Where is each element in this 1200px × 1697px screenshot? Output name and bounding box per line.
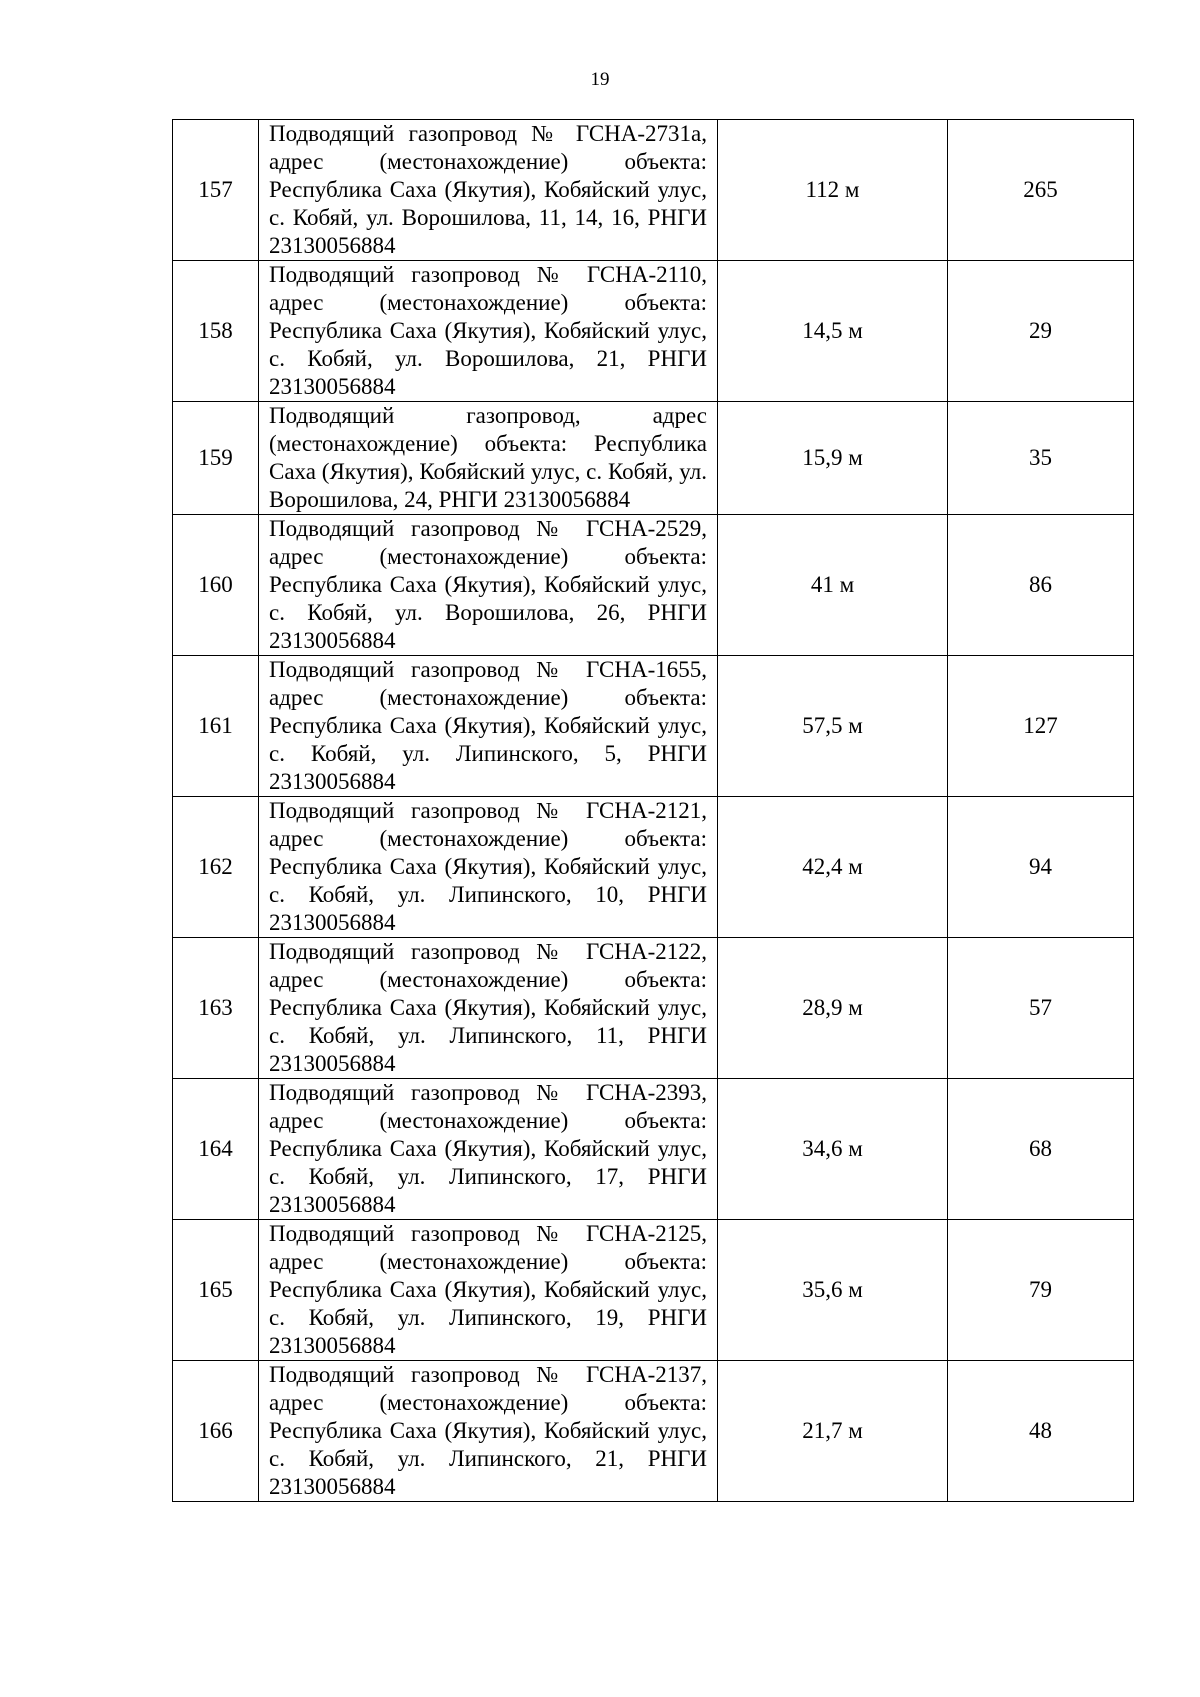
row-value: 57 — [948, 938, 1134, 1079]
object-description: Подводящий газопровод № ГСНА-2125, адрес (местонахождение) объекта: Республика Саха (Якутия), Кобяйский улус, с. Кобяй, ул. Липинского, 19, РНГИ 23130056884 — [259, 1220, 718, 1361]
row-value: 35 — [948, 402, 1134, 515]
row-number: 157 — [173, 120, 259, 261]
row-number: 158 — [173, 261, 259, 402]
page-number: 19 — [590, 69, 610, 90]
row-number: 163 — [173, 938, 259, 1079]
object-description: Подводящий газопровод № ГСНА-2121, адрес (местонахождение) объекта: Республика Саха (Якутия), Кобяйский улус, с. Кобяй, ул. Липинского, 10, РНГИ 23130056884 — [259, 797, 718, 938]
object-description: Подводящий газопровод № ГСНА-2137, адрес (местонахождение) объекта: Республика Саха (Якутия), Кобяйский улус, с. Кобяй, ул. Липинского, 21, РНГИ 23130056884 — [259, 1361, 718, 1502]
table-row — [173, 797, 1134, 938]
pipeline-length: 34,6 м — [718, 1079, 948, 1220]
table-row — [173, 1079, 1134, 1220]
row-value: 127 — [948, 656, 1134, 797]
table-row — [173, 515, 1134, 656]
table-row — [173, 402, 1134, 515]
row-number: 166 — [173, 1361, 259, 1502]
pipeline-length: 57,5 м — [718, 656, 948, 797]
pipeline-length: 28,9 м — [718, 938, 948, 1079]
row-number: 161 — [173, 656, 259, 797]
pipeline-length: 14,5 м — [718, 261, 948, 402]
row-number: 159 — [173, 402, 259, 515]
pipeline-length: 15,9 м — [718, 402, 948, 515]
pipeline-length: 112 м — [718, 120, 948, 261]
object-description: Подводящий газопровод № ГСНА-1655, адрес (местонахождение) объекта: Республика Саха (Якутия), Кобяйский улус, с. Кобяй, ул. Липинского, 5, РНГИ 23130056884 — [259, 656, 718, 797]
pipeline-length: 35,6 м — [718, 1220, 948, 1361]
table-row — [173, 938, 1134, 1079]
table-row — [173, 1220, 1134, 1361]
row-value: 79 — [948, 1220, 1134, 1361]
row-number: 165 — [173, 1220, 259, 1361]
pipeline-length: 41 м — [718, 515, 948, 656]
row-number: 160 — [173, 515, 259, 656]
gas-pipeline-registry-table — [172, 119, 1134, 1502]
table-row — [173, 656, 1134, 797]
row-number: 162 — [173, 797, 259, 938]
object-description: Подводящий газопровод № ГСНА-2731а, адрес (местонахождение) объекта: Республика Саха (Якутия), Кобяйский улус, с. Кобяй, ул. Ворошилова, 11, 14, 16, РНГИ 23130056884 — [259, 120, 718, 261]
table-row — [173, 120, 1134, 261]
row-value: 86 — [948, 515, 1134, 656]
row-value: 29 — [948, 261, 1134, 402]
object-description: Подводящий газопровод № ГСНА-2110, адрес (местонахождение) объекта: Республика Саха (Якутия), Кобяйский улус, с. Кобяй, ул. Ворошилова, 21, РНГИ 23130056884 — [259, 261, 718, 402]
row-value: 48 — [948, 1361, 1134, 1502]
pipeline-length: 42,4 м — [718, 797, 948, 938]
pipeline-length: 21,7 м — [718, 1361, 948, 1502]
row-number: 164 — [173, 1079, 259, 1220]
row-value: 68 — [948, 1079, 1134, 1220]
object-description: Подводящий газопровод № ГСНА-2122, адрес (местонахождение) объекта: Республика Саха (Якутия), Кобяйский улус, с. Кобяй, ул. Липинского, 11, РНГИ 23130056884 — [259, 938, 718, 1079]
row-value: 94 — [948, 797, 1134, 938]
table-row — [173, 1361, 1134, 1502]
table-row — [173, 261, 1134, 402]
object-description: Подводящий газопровод, адрес (местонахождение) объекта: Республика Саха (Якутия), Кобяйский улус, с. Кобяй, ул. Ворошилова, 24, РНГИ 23130056884 — [259, 402, 718, 515]
object-description: Подводящий газопровод № ГСНА-2529, адрес (местонахождение) объекта: Республика Саха (Якутия), Кобяйский улус, с. Кобяй, ул. Ворошилова, 26, РНГИ 23130056884 — [259, 515, 718, 656]
object-description: Подводящий газопровод № ГСНА-2393, адрес (местонахождение) объекта: Республика Саха (Якутия), Кобяйский улус, с. Кобяй, ул. Липинского, 17, РНГИ 23130056884 — [259, 1079, 718, 1220]
row-value: 265 — [948, 120, 1134, 261]
